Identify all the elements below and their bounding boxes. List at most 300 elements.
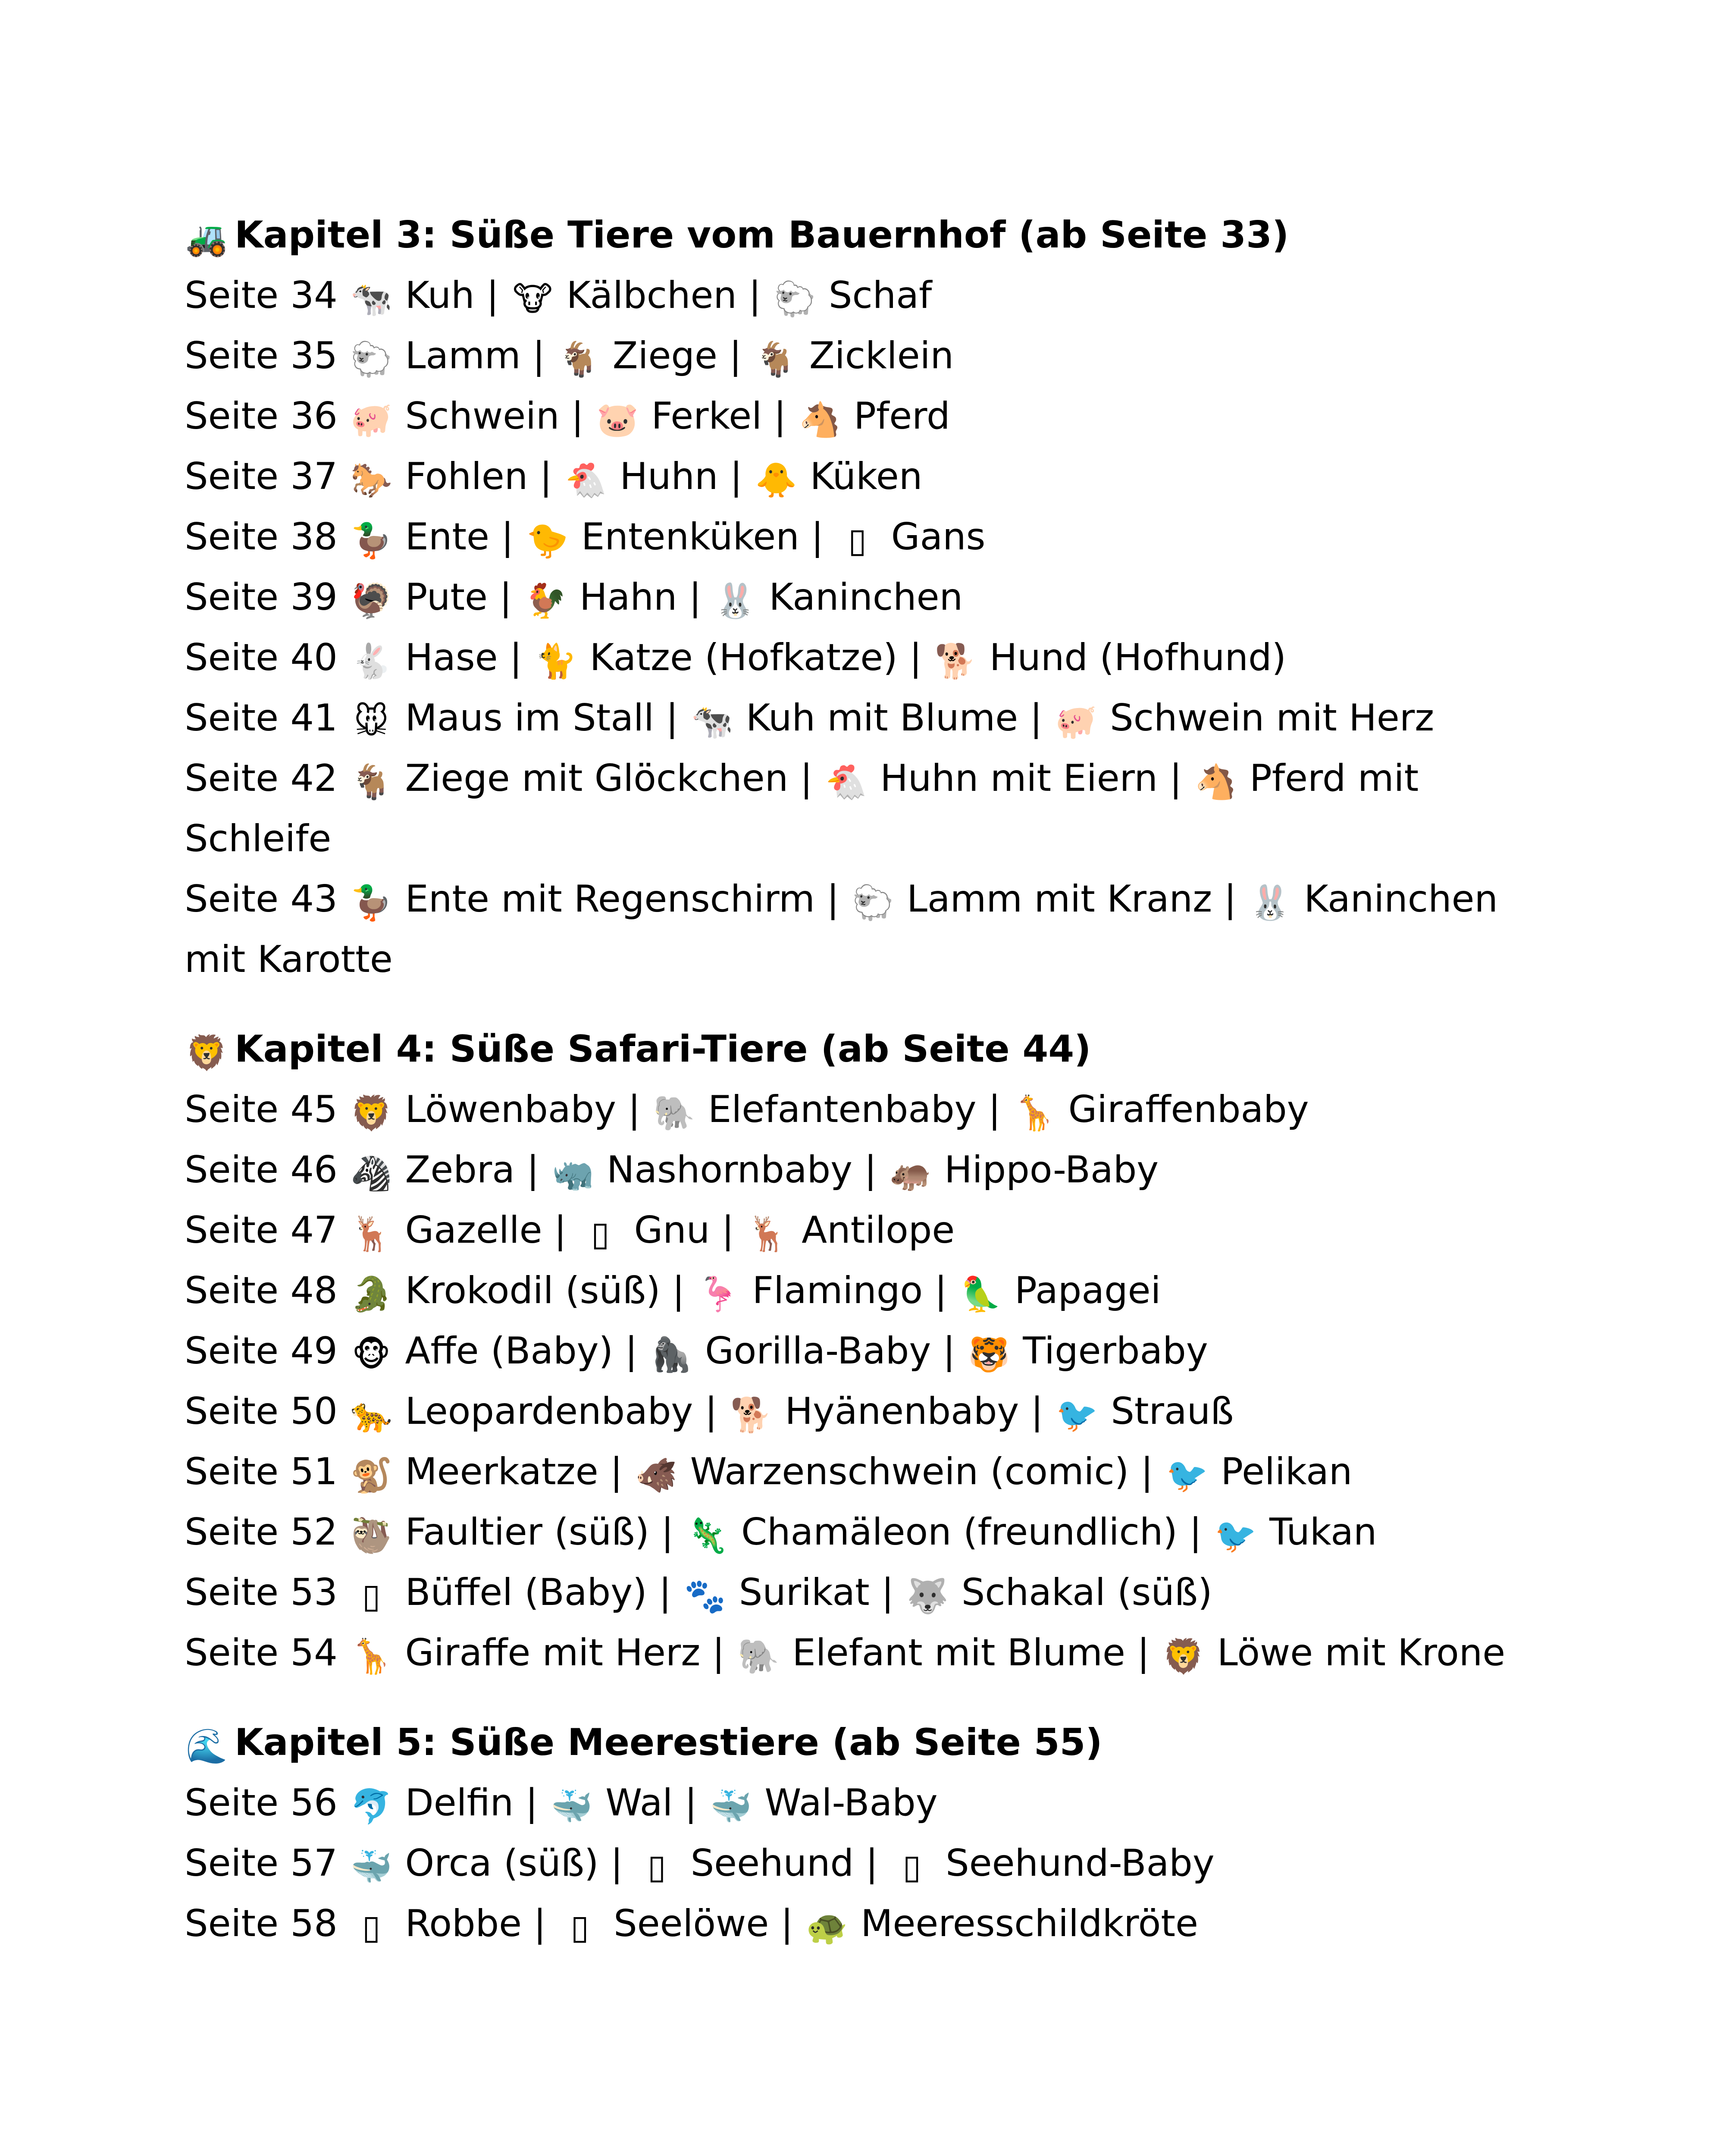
page-number: Seite 58	[185, 1902, 338, 1945]
animal-entry	[349, 1269, 660, 1312]
animal-name: Elefantenbaby	[708, 1088, 977, 1131]
page-number: Seite 54	[185, 1631, 338, 1674]
animal-entry	[1162, 1631, 1506, 1674]
page-entry	[185, 1140, 1556, 1200]
animal-entry	[349, 1902, 522, 1945]
separator: |	[864, 1148, 877, 1191]
page-number: Seite 39	[185, 576, 338, 619]
animal-entry	[1214, 1510, 1377, 1554]
separator: |	[684, 1781, 697, 1824]
animal-entry	[349, 1571, 647, 1614]
bird-emoji: 🐦	[1215, 1517, 1257, 1555]
separator: |	[509, 636, 522, 679]
horse-face-emoji: 🐴	[799, 401, 841, 439]
animal-entry	[349, 1088, 616, 1131]
animal-entry	[349, 1148, 515, 1191]
separator: |	[554, 1209, 567, 1252]
separator: |	[672, 1269, 685, 1312]
animal-name: Pferd	[854, 395, 950, 438]
separator: |	[800, 757, 813, 800]
separator: |	[1169, 757, 1182, 800]
page-number: Seite 41	[185, 696, 338, 740]
rabbit-face-emoji: 🐰	[714, 582, 756, 620]
page-number: Seite 47	[185, 1209, 338, 1252]
chapter-section	[185, 1019, 1556, 1683]
lion-face-emoji: 🦁	[350, 1094, 392, 1133]
animal-name: Tigerbaby	[1023, 1329, 1208, 1373]
animal-entry	[1165, 1450, 1352, 1493]
animal-name: Schakal (süß)	[961, 1571, 1212, 1614]
chicken-emoji: 🐔	[565, 461, 607, 500]
missing-glyph-box: ▯	[848, 521, 867, 560]
lion-face-emoji: 🦁	[185, 1034, 228, 1072]
animal-entry	[551, 1148, 852, 1191]
page-number: Seite 37	[185, 455, 338, 498]
separator: |	[539, 455, 552, 498]
animal-entry	[746, 1209, 955, 1252]
goat-emoji: 🐐	[557, 340, 600, 379]
separator: |	[625, 1329, 638, 1373]
animal-entry	[349, 696, 654, 740]
separator: |	[909, 636, 922, 679]
animal-entry	[349, 1450, 598, 1493]
separator: |	[501, 515, 514, 558]
animal-entry	[959, 1269, 1161, 1312]
animal-name: Warzenschwein (comic)	[690, 1450, 1129, 1493]
separator: |	[721, 1209, 734, 1252]
animal-name: Gazelle	[405, 1209, 542, 1252]
page-number: Seite 36	[185, 395, 338, 438]
chicken-emoji: 🐔	[825, 763, 868, 802]
animal-name: Kälbchen	[566, 274, 737, 317]
separator: |	[780, 1902, 793, 1945]
animal-entry	[349, 636, 498, 679]
animal-entry	[349, 1209, 542, 1252]
separator: |	[811, 515, 824, 558]
animal-name: Lamm	[405, 334, 521, 377]
page-entry	[185, 688, 1556, 748]
separator: |	[689, 576, 702, 619]
animal-name: Affe (Baby)	[405, 1329, 614, 1373]
chapter-heading	[185, 205, 1556, 265]
animal-entry	[349, 1390, 693, 1433]
animal-name: Tukan	[1269, 1510, 1377, 1554]
missing-glyph-box: ▯	[570, 1908, 589, 1947]
page-entry	[185, 1833, 1556, 1893]
animal-name: Löwenbaby	[405, 1088, 617, 1131]
animal-name: Giraffe mit Herz	[405, 1631, 701, 1674]
animal-name: Surikat	[739, 1571, 870, 1614]
separator: |	[943, 1329, 955, 1373]
animal-entry	[773, 274, 932, 317]
deer-emoji: 🦌	[350, 1215, 392, 1253]
animal-name: Strauß	[1111, 1390, 1234, 1433]
animal-entry	[824, 757, 1158, 800]
page-number: Seite 35	[185, 334, 338, 377]
animal-entry	[349, 1329, 613, 1373]
animal-name: Faultier (süß)	[405, 1510, 649, 1554]
separator: |	[1030, 1390, 1043, 1433]
animal-name: Hase	[405, 636, 498, 679]
animal-name: Papagei	[1015, 1269, 1161, 1312]
animal-name: Zicklein	[809, 334, 954, 377]
animal-name: Pferd mit Schleife	[185, 757, 1419, 860]
animal-name: Maus im Stall	[405, 696, 654, 740]
animal-entry	[349, 877, 815, 921]
animal-entry	[1055, 1390, 1234, 1433]
separator: |	[934, 1269, 947, 1312]
page-entry	[185, 1562, 1556, 1623]
animal-entry	[729, 1390, 1019, 1433]
animal-entry	[967, 1329, 1208, 1373]
separator: |	[865, 1842, 878, 1885]
page-entry	[185, 567, 1556, 627]
lizard-emoji: 🦎	[686, 1517, 729, 1555]
page-number: Seite 57	[185, 1842, 338, 1885]
horse-face-emoji: 🐴	[1195, 763, 1237, 802]
chapter-title: Kapitel 5: Süße Meerestiere (ab Seite 55)	[235, 1721, 1102, 1764]
page-number: Seite 56	[185, 1781, 338, 1824]
animal-name: Ziege mit Glöckchen	[405, 757, 789, 800]
animal-entry	[1012, 1088, 1309, 1131]
animal-entry	[557, 334, 717, 377]
animal-name: Kaninchen	[769, 576, 963, 619]
monkey-face-emoji: 🐵	[352, 1335, 391, 1374]
animal-entry	[690, 696, 1018, 740]
animal-entry	[933, 636, 1286, 679]
animal-entry	[349, 274, 474, 317]
separator: |	[988, 1088, 1001, 1131]
animal-name: Ente	[405, 515, 489, 558]
separator: |	[1137, 1631, 1150, 1674]
animal-name: Ziege	[612, 334, 717, 377]
elephant-emoji: 🐘	[653, 1094, 695, 1133]
separator: |	[730, 455, 742, 498]
document-body	[185, 205, 1556, 1983]
giraffe-emoji: 🦒	[350, 1637, 392, 1676]
separator: |	[661, 1510, 674, 1554]
animal-name: Löwe mit Krone	[1217, 1631, 1506, 1674]
animal-entry	[835, 515, 985, 558]
zebra-emoji: 🦓	[350, 1154, 392, 1193]
water-wave-emoji: 🌊	[185, 1727, 228, 1766]
animal-entry	[349, 757, 788, 800]
animal-entry	[349, 1842, 598, 1885]
rabbit-face-emoji: 🐰	[1249, 884, 1291, 922]
animal-entry	[349, 455, 528, 498]
animal-entry	[851, 877, 1212, 921]
page-entry	[185, 1381, 1556, 1442]
leopard-emoji: 🐆	[350, 1396, 392, 1435]
duck-emoji: 🦆	[350, 521, 392, 560]
animal-name: Gorilla-Baby	[705, 1329, 931, 1373]
page-entry	[185, 1502, 1556, 1562]
page-entry	[185, 1321, 1556, 1381]
separator: |	[610, 1450, 623, 1493]
chapter-heading	[185, 1712, 1556, 1773]
animal-name: Leopardenbaby	[405, 1390, 693, 1433]
animal-name: Katze (Hofkatze)	[589, 636, 898, 679]
animal-entry	[349, 515, 489, 558]
separator: |	[525, 1781, 538, 1824]
animal-name: Gans	[891, 515, 986, 558]
separator: |	[729, 334, 742, 377]
animal-name: Huhn	[620, 455, 718, 498]
animal-entry	[686, 1510, 1178, 1554]
whale-emoji: 🐳	[350, 1848, 392, 1887]
chick-emoji: 🐥	[755, 461, 797, 500]
separator: |	[1140, 1450, 1153, 1493]
separator: |	[774, 395, 786, 438]
missing-glyph-box: ▯	[362, 1908, 381, 1947]
animal-entry	[635, 1842, 854, 1885]
pig-face-emoji: 🐷	[596, 401, 639, 439]
chapter-heading	[185, 1019, 1556, 1079]
tiger-face-emoji: 🐯	[968, 1335, 1010, 1374]
monkey-emoji: 🐒	[350, 1456, 392, 1495]
animal-name: Pute	[405, 576, 488, 619]
separator: |	[571, 395, 584, 438]
animal-name: Seelöwe	[614, 1902, 769, 1945]
page-number: Seite 53	[185, 1571, 338, 1614]
animal-name: Wal-Baby	[764, 1781, 938, 1824]
page-entry	[185, 1200, 1556, 1260]
separator: |	[749, 274, 761, 317]
animal-name: Schwein mit Herz	[1110, 696, 1434, 740]
animal-name: Hund (Hofhund)	[989, 636, 1287, 679]
animal-name: Büffel (Baby)	[405, 1571, 647, 1614]
turtle-emoji: 🐢	[806, 1908, 848, 1947]
animal-entry	[349, 1631, 700, 1674]
animal-name: Krokodil (süß)	[405, 1269, 661, 1312]
page-number: Seite 42	[185, 757, 338, 800]
chapter-title: Kapitel 4: Süße Safari-Tiere (ab Seite 44)	[235, 1028, 1091, 1071]
horse-emoji: 🐎	[350, 461, 392, 500]
separator: |	[712, 1631, 725, 1674]
page-entry	[185, 446, 1556, 507]
page-number: Seite 46	[185, 1148, 338, 1191]
wolf-face-emoji: 🐺	[906, 1577, 949, 1616]
animal-name: Hyänenbaby	[785, 1390, 1019, 1433]
page-entry	[185, 1260, 1556, 1321]
turkey-emoji: 🦃	[350, 582, 392, 620]
separator: |	[666, 696, 679, 740]
animal-name: Giraffenbaby	[1068, 1088, 1309, 1131]
animal-name: Schaf	[828, 274, 932, 317]
animal-entry	[349, 1781, 514, 1824]
animal-name: Robbe	[405, 1902, 522, 1945]
animal-entry	[595, 395, 762, 438]
lion-face-emoji: 🦁	[1162, 1637, 1205, 1676]
deer-emoji: 🦌	[747, 1215, 789, 1253]
animal-entry	[550, 1781, 673, 1824]
animal-name: Fohlen	[405, 455, 528, 498]
animal-entry	[578, 1209, 710, 1252]
animal-name: Huhn mit Eiern	[880, 757, 1158, 800]
dog-emoji: 🐕	[934, 642, 977, 681]
cow-emoji: 🐄	[350, 280, 392, 319]
animal-name: Küken	[810, 455, 923, 498]
page-entry	[185, 748, 1556, 869]
page-number: Seite 50	[185, 1390, 338, 1433]
page-number: Seite 48	[185, 1269, 338, 1312]
mouse-face-emoji: 🐭	[354, 702, 389, 741]
chapter-section	[185, 205, 1556, 990]
animal-name: Delfin	[405, 1781, 514, 1824]
bird-emoji: 🐦	[1056, 1396, 1098, 1435]
page-entry	[185, 507, 1556, 567]
sloth-emoji: 🦥	[350, 1517, 392, 1555]
separator: |	[533, 1902, 546, 1945]
animal-entry	[713, 576, 963, 619]
animal-entry	[524, 576, 677, 619]
sheep-emoji: 🐑	[774, 280, 816, 319]
separator: |	[526, 1148, 539, 1191]
page-number: Seite 51	[185, 1450, 338, 1493]
animal-name: Schwein	[405, 395, 560, 438]
chapter-title: Kapitel 3: Süße Tiere vom Bauernhof (ab Seite 33)	[235, 213, 1289, 257]
page-number: Seite 38	[185, 515, 338, 558]
parrot-emoji: 🦜	[960, 1275, 1002, 1314]
page-number: Seite 40	[185, 636, 338, 679]
page-entry	[185, 386, 1556, 446]
page-number: Seite 45	[185, 1088, 338, 1131]
tractor-emoji: 🚜	[185, 219, 228, 258]
duck-emoji: 🦆	[350, 884, 392, 922]
animal-name: Antilope	[802, 1209, 955, 1252]
bird-emoji: 🐦	[1166, 1456, 1208, 1495]
separator: |	[486, 274, 499, 317]
missing-glyph-box: ▯	[647, 1848, 666, 1887]
page-entry	[185, 1442, 1556, 1502]
separator: |	[1224, 877, 1237, 921]
animal-entry	[349, 395, 559, 438]
page-entry	[185, 869, 1556, 990]
gorilla-emoji: 🦍	[650, 1335, 692, 1374]
animal-name: Kuh	[405, 274, 475, 317]
animal-entry	[349, 1510, 649, 1554]
page-entry	[185, 1623, 1556, 1683]
rhinoceros-emoji: 🦏	[552, 1154, 594, 1193]
animal-entry	[754, 334, 954, 377]
animal-entry	[683, 1571, 869, 1614]
cat-emoji: 🐈	[535, 642, 577, 681]
separator: |	[499, 576, 512, 619]
animal-name: Kuh mit Blume	[745, 696, 1018, 740]
animal-entry	[652, 1088, 977, 1131]
separator: |	[628, 1088, 641, 1131]
animal-entry	[564, 455, 718, 498]
animal-entry	[349, 334, 521, 377]
separator: |	[1030, 696, 1043, 740]
page-number: Seite 49	[185, 1329, 338, 1373]
whale-emoji: 🐳	[710, 1787, 752, 1826]
separator: |	[532, 334, 545, 377]
animal-entry	[890, 1842, 1215, 1885]
animal-name: Gnu	[634, 1209, 710, 1252]
whale-emoji: 🐳	[551, 1787, 593, 1826]
animal-name: Elefant mit Blume	[792, 1631, 1125, 1674]
giraffe-emoji: 🦒	[1013, 1094, 1055, 1133]
baby-chick-emoji: 🐤	[526, 521, 569, 560]
animal-entry	[558, 1902, 769, 1945]
page-entry	[185, 627, 1556, 688]
hippopotamus-emoji: 🦛	[889, 1154, 932, 1193]
animal-name: Hippo-Baby	[944, 1148, 1159, 1191]
animal-entry	[634, 1450, 1129, 1493]
separator: |	[659, 1571, 671, 1614]
animal-entry	[805, 1902, 1198, 1945]
chapter-section	[185, 1712, 1556, 1954]
animal-entry	[736, 1631, 1125, 1674]
animal-name: Ente mit Regenschirm	[405, 877, 815, 921]
separator: |	[610, 1842, 623, 1885]
goat-emoji: 🐐	[350, 763, 392, 802]
separator: |	[827, 877, 839, 921]
elephant-emoji: 🐘	[737, 1637, 780, 1676]
rabbit-emoji: 🐇	[350, 642, 392, 681]
animal-name: Meerkatze	[405, 1450, 598, 1493]
animal-entry	[649, 1329, 931, 1373]
missing-glyph-box: ▯	[902, 1848, 921, 1887]
animal-entry	[1054, 696, 1434, 740]
rooster-emoji: 🐓	[525, 582, 567, 620]
animal-name: Ferkel	[651, 395, 762, 438]
page-number: Seite 43	[185, 877, 338, 921]
missing-glyph-box: ▯	[362, 1577, 381, 1616]
animal-name: Chamäleon (freundlich)	[741, 1510, 1178, 1554]
sheep-emoji: 🐑	[350, 340, 392, 379]
animal-name: Zebra	[405, 1148, 515, 1191]
page-number: Seite 34	[185, 274, 338, 317]
separator: |	[881, 1571, 894, 1614]
animal-name: Flamingo	[752, 1269, 923, 1312]
animal-entry	[349, 576, 488, 619]
separator: |	[705, 1390, 717, 1433]
animal-entry	[696, 1269, 923, 1312]
animal-name: Seehund	[690, 1842, 854, 1885]
flamingo-emoji: 🦩	[697, 1275, 739, 1314]
page-number: Seite 52	[185, 1510, 338, 1554]
animal-entry	[526, 515, 799, 558]
paw-prints-emoji: 🐾	[684, 1577, 726, 1616]
separator: |	[1189, 1510, 1202, 1554]
crocodile-emoji: 🐊	[350, 1275, 392, 1314]
page-entry	[185, 265, 1556, 326]
animal-entry	[511, 274, 737, 317]
pig-emoji: 🐖	[1055, 702, 1097, 741]
animal-name: Kaninchen mit Karotte	[185, 877, 1498, 981]
missing-glyph-box: ▯	[591, 1215, 610, 1253]
dog-emoji: 🐕	[730, 1396, 772, 1435]
animal-entry	[889, 1148, 1159, 1191]
animal-name: Entenküken	[581, 515, 799, 558]
boar-emoji: 🐗	[635, 1456, 677, 1495]
animal-name: Nashornbaby	[606, 1148, 853, 1191]
page-entry	[185, 1079, 1556, 1140]
animal-name: Orca (süß)	[405, 1842, 599, 1885]
animal-entry	[905, 1571, 1212, 1614]
animal-name: Wal	[605, 1781, 673, 1824]
sheep-emoji: 🐑	[852, 884, 894, 922]
animal-entry	[798, 395, 950, 438]
cow-face-emoji: 🐮	[513, 280, 553, 319]
dolphin-emoji: 🐬	[350, 1787, 392, 1826]
pig-emoji: 🐖	[350, 401, 392, 439]
animal-name: Meeresschildkröte	[861, 1902, 1198, 1945]
animal-name: Pelikan	[1221, 1450, 1353, 1493]
animal-name: Hahn	[579, 576, 677, 619]
